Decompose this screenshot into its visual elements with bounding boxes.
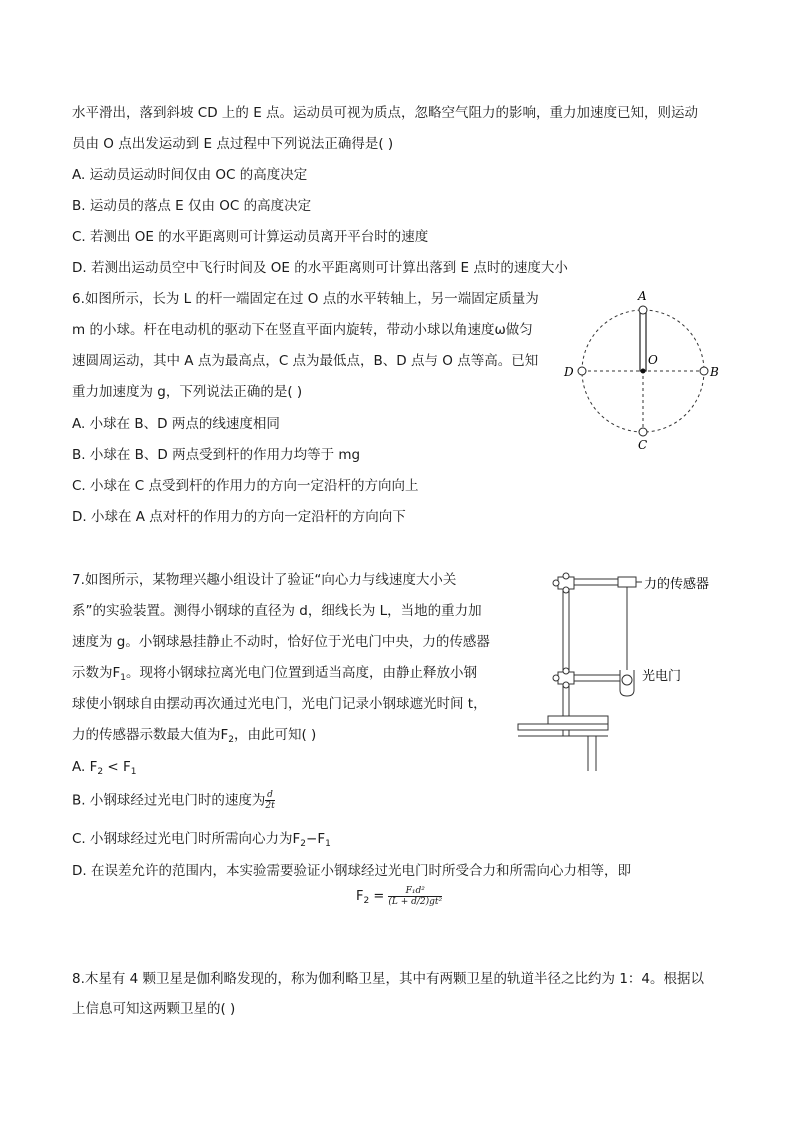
q7-stem-line-6: 力的传感器示数最大值为$F_2$，由此可知( ) (72, 727, 317, 745)
q7-stem-line-2: 系”的实验装置。测得小钢球的直径为 d，细线长为 L，当地的重力加 (72, 603, 482, 619)
point-d-marker (578, 367, 586, 375)
label-c: C (638, 438, 648, 452)
velocity-fraction: $\frac{d}{2t}$ (265, 790, 275, 811)
point-c-marker (639, 428, 647, 436)
stand-pole (563, 578, 569, 736)
ball-a (639, 306, 647, 314)
q7-option-d: D. 在误差允许的范围内，本实验需要验证小钢球经过光电门时所受合力和所需向心力相等，即 (72, 863, 631, 879)
q7-formula: $F_2$ = $\frac{\text{F₁d²}}{\text{(L + d/2)gt²}}$ (356, 886, 443, 907)
gate-arm (574, 675, 622, 681)
q7-option-c: C. 小钢球经过光电门时所需向心力为$F_2-F_1$ (72, 831, 331, 849)
pivot-o (641, 369, 646, 374)
table-top (518, 724, 608, 730)
q6-stem-line-4: 重力加速度为 g，下列说法正确的是( ) (72, 384, 303, 400)
q7-option-b: B. 小钢球经过光电门时的速度为 $\frac{d}{2t}$ (72, 790, 275, 811)
q6-circle-figure (556, 284, 726, 454)
q7-stem-line-4: 示数为$F_1$。现将小钢球拉离光电门位置到适当高度，由静止释放小钢 (72, 665, 477, 683)
label-a: A (638, 289, 647, 303)
q7-apparatus-figure (514, 566, 734, 776)
q5-text-line-1: 水平滑出，落到斜坡 CD 上的 E 点。运动员可视为质点，忽略空气阻力的影响，重力加速度已知，则运动 (72, 105, 699, 121)
label-b: B (710, 365, 719, 379)
q6-option-d: D. 小球在 A 点对杆的作用力的方向一定沿杆的方向向下 (72, 509, 406, 525)
label-d: D (564, 365, 574, 379)
q6-stem-line-3: 速圆周运动，其中 A 点为最高点，C 点为最低点，B、D 点与 O 点等高。已知 (72, 353, 539, 369)
label-o: O (648, 353, 658, 367)
q7-stem-line-3: 速度为 g。小钢球悬挂静止不动时，恰好位于光电门中央，力的传感器 (72, 634, 490, 650)
q6-option-a: A. 小球在 B、D 两点的线速度相同 (72, 416, 280, 432)
q5-option-c: C. 若测出 OE 的水平距离则可计算运动员离开平台时的速度 (72, 229, 429, 245)
force-sensor (618, 577, 636, 587)
q7-option-a: A. $F_2 < F_1$ (72, 759, 137, 777)
q5-option-a: A. 运动员运动时间仅由 OC 的高度决定 (72, 167, 308, 183)
photogate-label: 光电门 (642, 669, 682, 684)
q5-text-line-2: 员由 O 点出发运动到 E 点过程中下列说法正确得是( ) (72, 136, 394, 152)
q5-option-b: B. 运动员的落点 E 仅由 OC 的高度决定 (72, 198, 312, 214)
q6-stem-line-1: 6.如图所示，长为 L 的杆一端固定在过 O 点的水平转轴上，另一端固定质量为 (72, 291, 539, 307)
q6-option-b: B. 小球在 B、D 两点受到杆的作用力均等于 mg (72, 447, 361, 463)
q7-stem-line-5: 球使小钢球自由摆动再次通过光电门，光电门记录小钢球遮光时间 t， (72, 696, 487, 712)
q6-stem-line-2: m 的小球。杆在电动机的驱动下在竖直平面内旋转，带动小球以角速度ω做匀 (72, 322, 533, 338)
q8-stem-line-1: 8.木星有 4 颗卫星是伽利略发现的，称为伽利略卫星，其中有两颗卫星的轨道半径之比约为 1：4。根据以 (72, 971, 705, 987)
steel-ball (622, 675, 632, 685)
q7-stem-line-1: 7.如图所示，某物理兴趣小组设计了验证“向心力与线速度大小关 (72, 572, 457, 588)
point-b-marker (700, 367, 708, 375)
force-sensor-label: 力的传感器 (644, 577, 710, 592)
q5-option-d: D. 若测出运动员空中飞行时间及 OE 的水平距离则可计算出落到 E 点时的速度大小 (72, 260, 568, 276)
rod (640, 310, 646, 371)
q6-option-c: C. 小球在 C 点受到杆的作用力的方向一定沿杆的方向向上 (72, 478, 419, 494)
stand-base (548, 716, 608, 724)
q8-stem-line-2: 上信息可知这两颗卫星的( ) (72, 1001, 236, 1017)
